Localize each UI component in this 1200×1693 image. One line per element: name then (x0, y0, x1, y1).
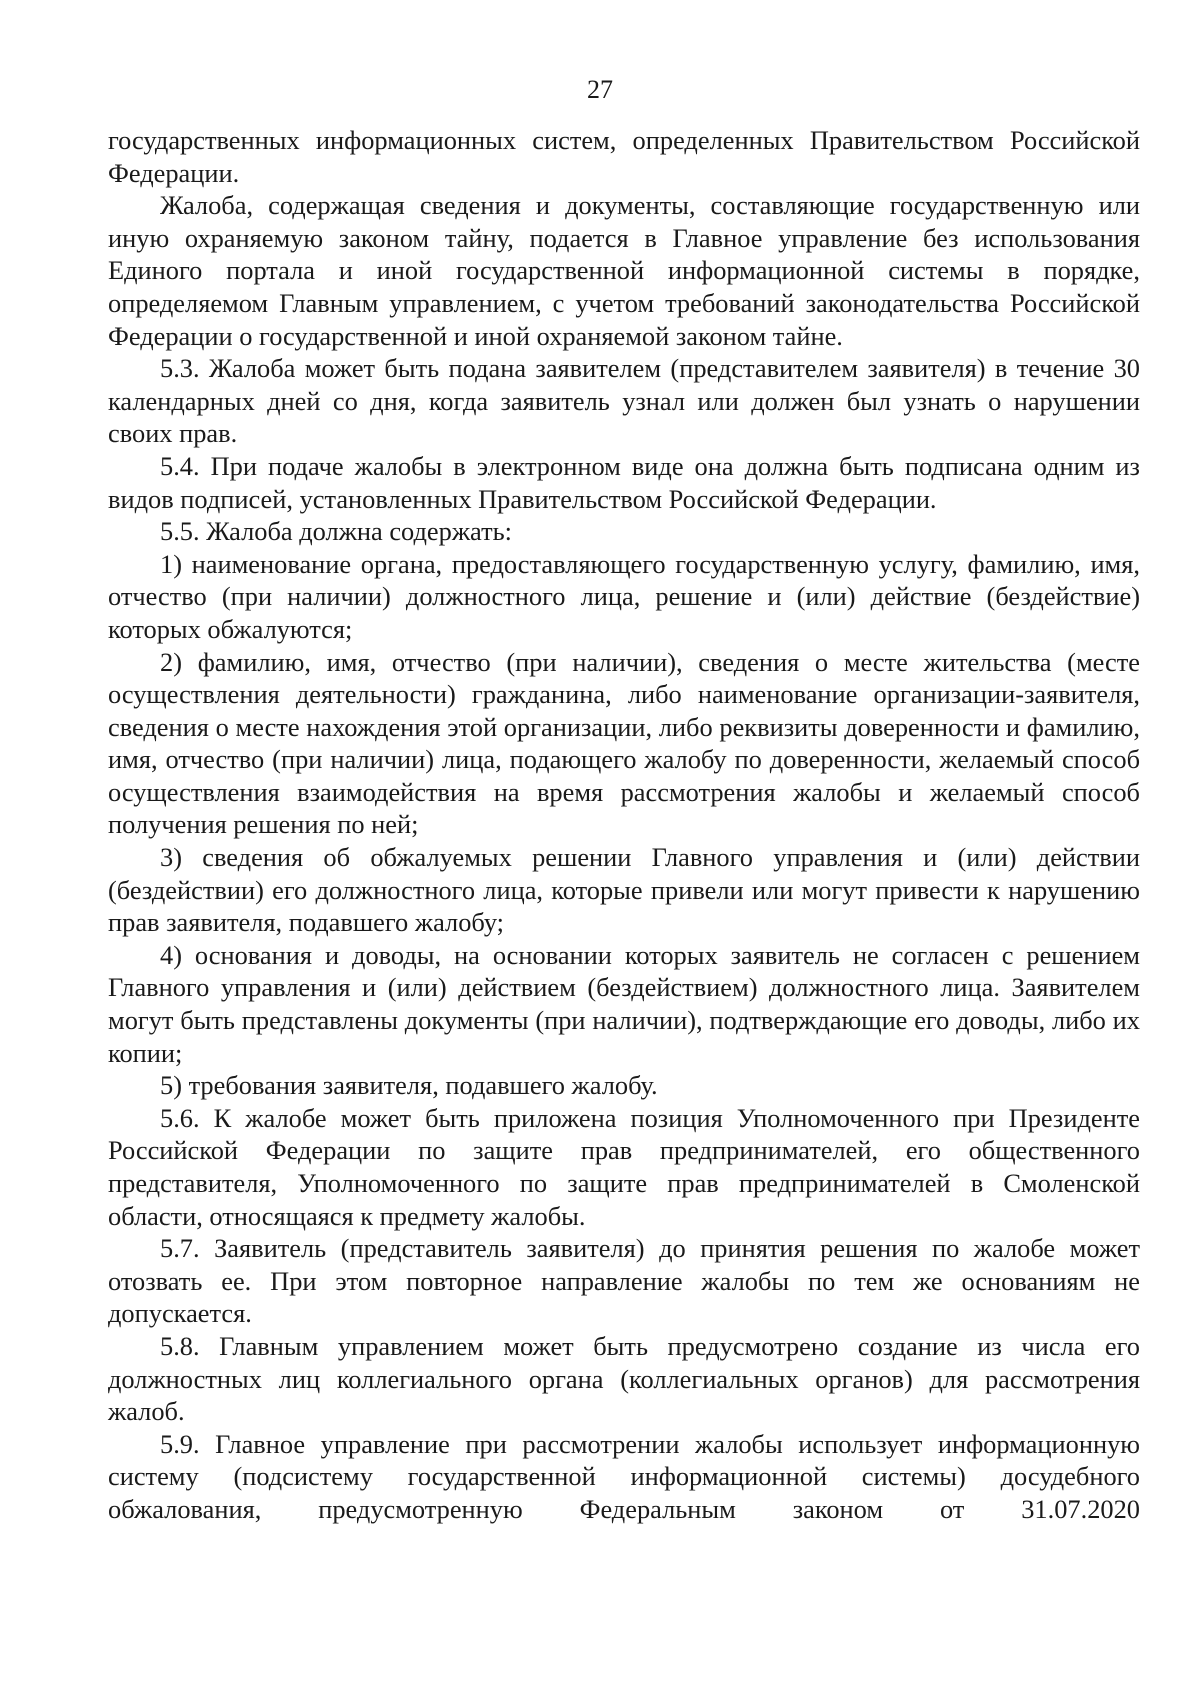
paragraph: 4) основания и доводы, на основании которых заявитель не согласен с решением Главного управления и (или) действием (бездействием) должностного лица. Заявителем могут быть представлены документы (при наличии), подтверждающие его доводы, либо их копии; (108, 939, 1140, 1068)
paragraph: Жалоба, содержащая сведения и документы, составляющие государственную или иную охраняемую законом тайну, подается в Главное управление без использования Единого портала и иной государственной информационной системы в порядке, определяемом Главным управлением, с учетом требований законодательства Российской Федерации о государственной и иной охраняемой законом тайне. (108, 190, 1140, 351)
paragraph: 5.9. Главное управление при рассмотрении жалобы использует информационную систему (подсистему государственной информационной системы) досудебного обжалования, предусмотренную Федеральным законом от 31.07.2020 (108, 1428, 1140, 1524)
paragraph: 5.3. Жалоба может быть подана заявителем (представителем заявителя) в течение 30 календарных дней со дня, когда заявитель узнал или должен был узнать о нарушении своих прав. (108, 353, 1140, 449)
paragraph: 5.5. Жалоба должна содержать: (160, 516, 512, 547)
paragraph: 5.8. Главным управлением может быть предусмотрено создание из числа его должностных лиц коллегиального органа (коллегиальных органов) для рассмотрения жалоб. (108, 1330, 1140, 1427)
paragraph: 5.6. К жалобе может быть приложена позиция Уполномоченного при Президенте Российской Федерации по защите прав предпринимателей, его общественного представителя, Уполномоченного по защите прав предпринимателей в Смоленской области, относящаяся к предмету жалобы. (108, 1102, 1140, 1231)
paragraph: 3) сведения об обжалуемых решении Главного управления и (или) действии (бездействии) его должностного лица, которые привели или могут привести к нарушению прав заявителя, подавшего жалобу; (108, 842, 1140, 938)
page-number: 27 (587, 75, 613, 104)
document-body (108, 124, 1140, 1526)
paragraph: государственных информационных систем, определенных Правительством Российской Федерации. (108, 125, 1140, 188)
paragraph: 1) наименование органа, предоставляющего государственную услугу, фамилию, имя, отчество (при наличии) должностного лица, решение и (или) действие (бездействие) которых обжалуются; (108, 548, 1140, 644)
paragraph: 5.4. При подаче жалобы в электронном виде она должна быть подписана одним из видов подписей, установленных Правительством Российской Федерации. (108, 450, 1140, 514)
paragraph: 2) фамилию, имя, отчество (при наличии), сведения о месте жительства (месте осуществления деятельности) гражданина, либо наименование организации-заявителя, сведения о месте нахождения этой организации, либо реквизиты доверенности и фамилию, имя, отчество (при наличии) лица, подающего жалобу по доверенности, желаемый способ осуществления взаимодействия на время рассмотрения жалобы и желаемый способ получения решения по ней; (108, 646, 1140, 840)
paragraph: 5.7. Заявитель (представитель заявителя) до принятия решения по жалобе может отозвать ее. При этом повторное направление жалобы по тем же основаниям не допускается. (108, 1233, 1140, 1329)
paragraph: 5) требования заявителя, подавшего жалобу. (160, 1070, 658, 1101)
